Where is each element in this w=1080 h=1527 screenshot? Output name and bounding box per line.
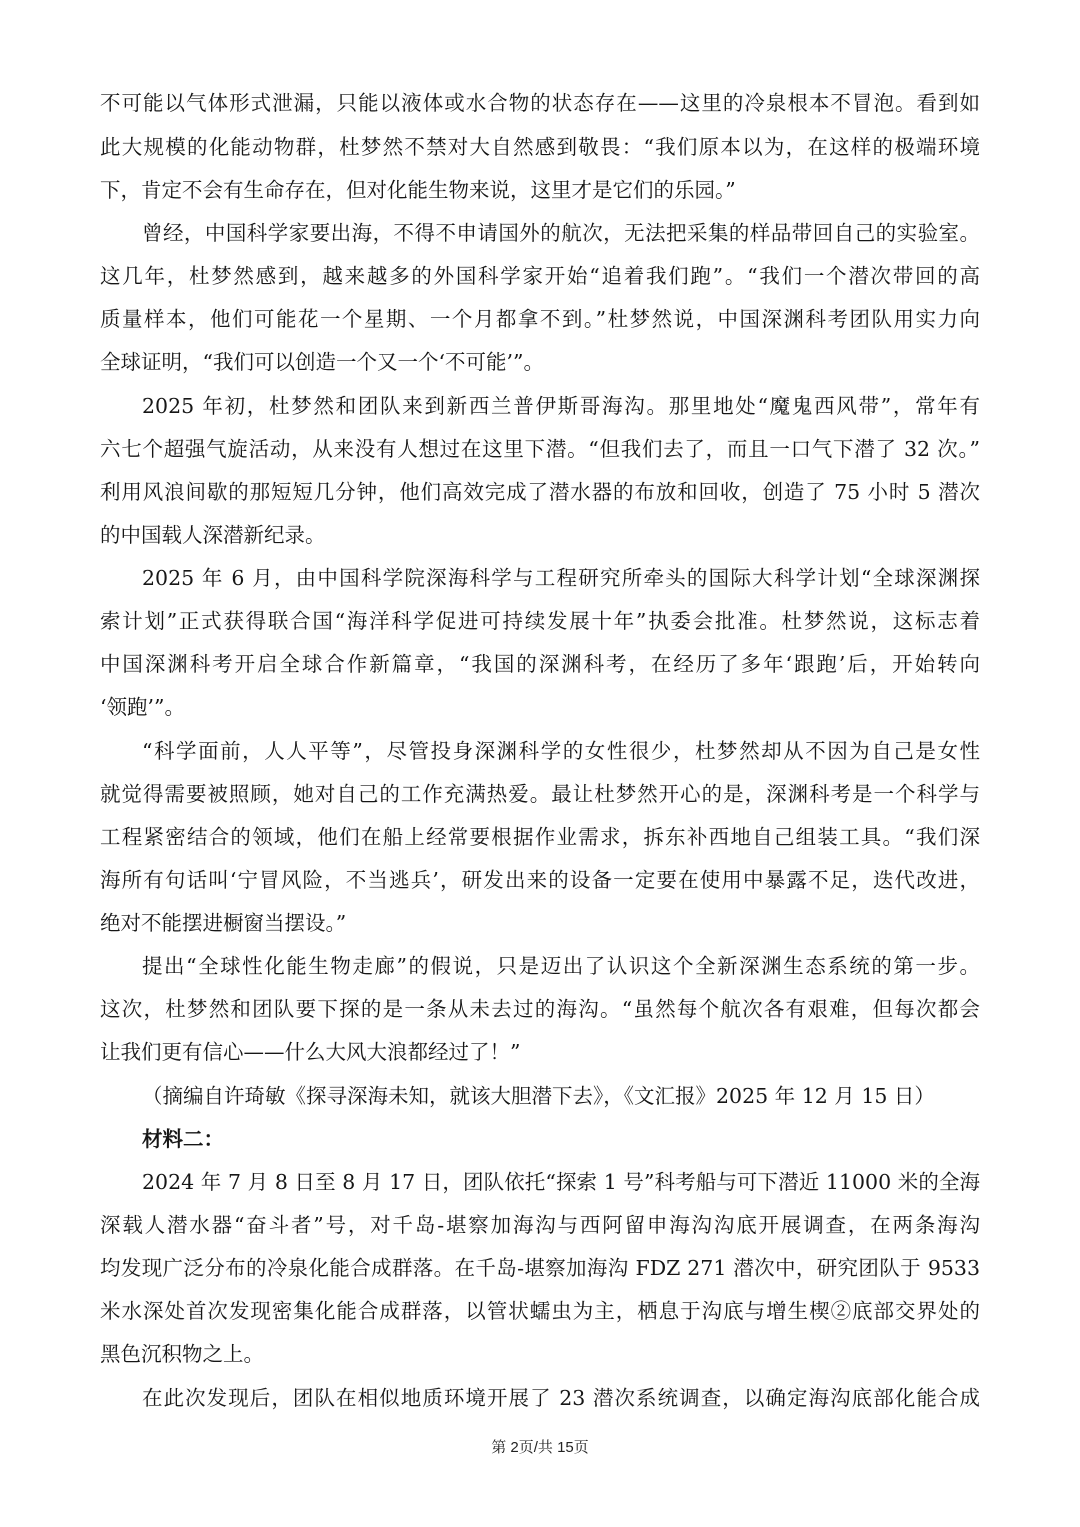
section-heading: 材料二： (142, 1127, 224, 1151)
text-line: 利用风浪间歇的那短短几分钟，他们高效完成了潜水器的布放和回收，创造了 75 小时 5 潜次 (100, 480, 980, 504)
page-number: 第 2页/共 15页 (491, 1439, 589, 1456)
text-line: 全球证明，“我们可以创造一个又一个‘不可能’”。 (100, 350, 544, 374)
text-line: 2024 年 7 月 8 日至 8 月 17 日，团队依托“探索 1 号”科考船与可下潜近 11000 米的全海 (142, 1170, 980, 1194)
text-line: 下，肯定不会有生命存在，但对化能生物来说，这里才是它们的乐园。” (100, 178, 736, 202)
text-line: 在此次发现后，团队在相似地质环境开展了 23 潜次系统调查，以确定海沟底部化能合成 (142, 1386, 980, 1410)
text-line: ‘领跑’”。 (100, 695, 186, 719)
text-line: 就觉得需要被照顾，她对自己的工作充满热爱。最让杜梦然开心的是，深渊科考是一个科学与 (100, 782, 980, 806)
text-line: 让我们更有信心——什么大风大浪都经过了！” (100, 1040, 521, 1064)
text-line: 均发现广泛分布的冷泉化能合成群落。在千岛-堪察加海沟 FDZ 271 潜次中，研究团队于 9533 (100, 1256, 980, 1280)
text-line: 的中国载人深潜新纪录。 (100, 523, 326, 547)
text-line: 六七个超强气旋活动，从来没有人想过在这里下潜。“但我们去了，而且一口气下潜了 32 次。” (100, 437, 980, 461)
text-line: 深载人潜水器“奋斗者”号，对千岛-堪察加海沟与西阿留申海沟沟底开展调查，在两条海沟 (100, 1213, 980, 1237)
text-line: 2025 年 6 月，由中国科学院深海科学与工程研究所牵头的国际大科学计划“全球深渊探 (142, 566, 980, 590)
text-line: 中国深渊科考开启全球合作新篇章，“我国的深渊科考，在经历了多年‘跟跑’后，开始转向 (100, 652, 980, 676)
text-line: 工程紧密结合的领域，他们在船上经常要根据作业需求，拆东补西地自己组装工具。“我们深 (100, 825, 980, 849)
text-line: 黑色沉积物之上。 (100, 1342, 264, 1366)
text-line: 绝对不能摆进橱窗当摆设。” (100, 911, 347, 935)
text-line: 此大规模的化能动物群，杜梦然不禁对大自然感到敬畏：“我们原本以为，在这样的极端环境 (100, 135, 980, 159)
text-line: 质量样本，他们可能花一个星期、一个月都拿不到。”杜梦然说，中国深渊科考团队用实力向 (100, 307, 980, 331)
text-line: 2025 年初，杜梦然和团队来到新西兰普伊斯哥海沟。那里地处“魔鬼西风带”，常年有 (142, 394, 980, 418)
text-line: “科学面前，人人平等”，尽管投身深渊科学的女性很少，杜梦然却从不因为自己是女性 (142, 739, 980, 763)
text-line: 提出“全球性化能生物走廊”的假说，只是迈出了认识这个全新深渊生态系统的第一步。 (142, 954, 980, 978)
source-citation: （摘编自许琦敏《探寻深海未知，就该大胆潜下去》，《文汇报》2025 年 12 月 15 日） (142, 1084, 935, 1108)
text-line: 不可能以气体形式泄漏，只能以液体或水合物的状态存在——这里的冷泉根本不冒泡。看到如 (100, 91, 980, 115)
text-line: 这次，杜梦然和团队要下探的是一条从未去过的海沟。“虽然每个航次各有艰难，但每次都会 (100, 997, 980, 1021)
text-line: 海所有句话叫‘宁冒风险，不当逃兵’，研发出来的设备一定要在使用中暴露不足，迭代改进， (100, 868, 980, 892)
text-line: 这几年，杜梦然感到，越来越多的外国科学家开始“追着我们跑”。“我们一个潜次带回的高 (100, 264, 980, 288)
text-line: 米水深处首次发现密集化能合成群落，以管状蠕虫为主，栖息于沟底与增生楔②底部交界处的 (100, 1299, 980, 1323)
text-line: 索计划”正式获得联合国“海洋科学促进可持续发展十年”执委会批准。杜梦然说，这标志着 (100, 609, 980, 633)
text-line: 曾经，中国科学家要出海，不得不申请国外的航次，无法把采集的样品带回自己的实验室。 (142, 221, 980, 245)
